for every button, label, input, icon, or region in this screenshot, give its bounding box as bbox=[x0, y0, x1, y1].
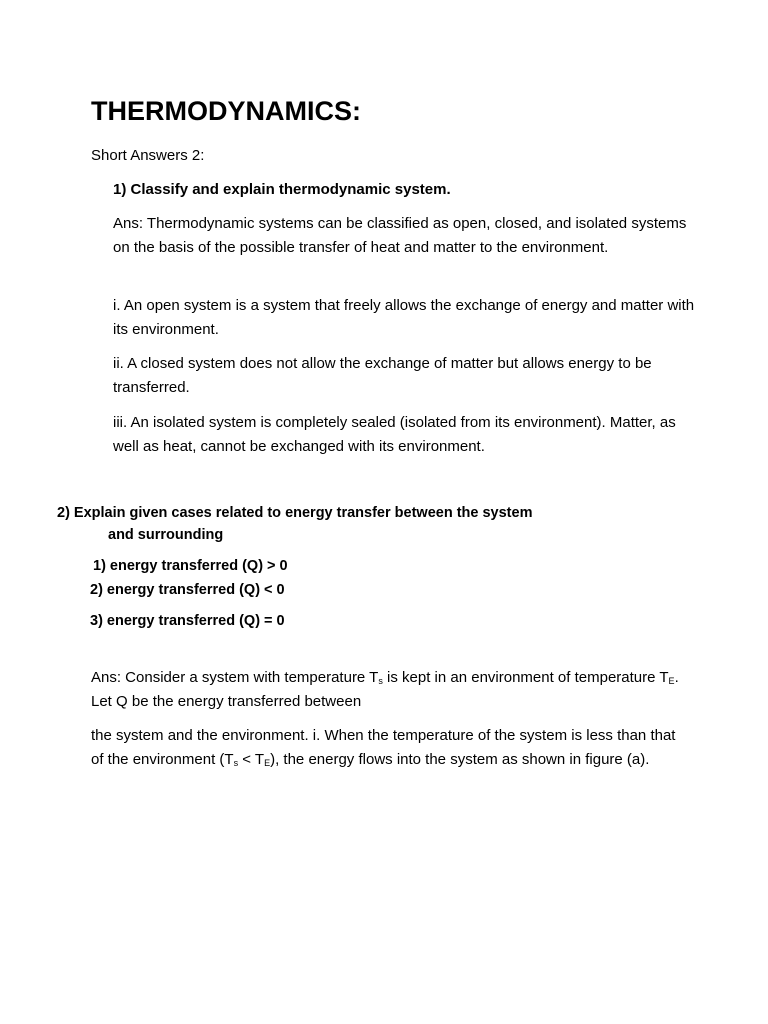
answer-text: is kept in an environment of temperature T bbox=[382, 669, 669, 686]
closed-system-paragraph: ii. A closed system does not allow the exchange of matter but allows energy to be transferred. bbox=[113, 355, 652, 396]
subscript-s: s bbox=[378, 676, 383, 686]
subscript-e: E bbox=[264, 758, 271, 768]
answer-text: < T bbox=[238, 751, 265, 768]
question-1-answer: Ans: Thermodynamic systems can be classified as open, closed, and isolated systems on the basis of the possible transfer of heat and matter to the environment. bbox=[113, 215, 687, 256]
answer-text: Ans: Consider a system with temperature T bbox=[91, 669, 379, 686]
question-2-answer-part2 bbox=[91, 724, 691, 772]
subscript-s: s bbox=[233, 758, 239, 768]
question-2-heading-line2: and surrounding bbox=[108, 527, 224, 543]
case-3: 3) energy transferred (Q) = 0 bbox=[90, 613, 285, 629]
subscript-e: E bbox=[668, 676, 675, 686]
answer-text: ), the energy flows into the system as shown in figure (a). bbox=[270, 751, 650, 768]
question-2-heading-line1: 2) Explain given cases related to energy transfer between the system bbox=[57, 505, 533, 521]
section-subtitle: Short Answers 2: bbox=[91, 147, 205, 164]
case-1: 1) energy transferred (Q) > 0 bbox=[93, 558, 288, 574]
question-2-answer-part1 bbox=[91, 666, 691, 714]
isolated-system-paragraph: iii. An isolated system is completely sealed (isolated from its environment). Matter, as well as heat, cannot be exchanged with its environment. bbox=[113, 414, 676, 455]
answer-text: . Let Q be the energy transferred between bbox=[91, 669, 679, 710]
open-system-paragraph: i. An open system is a system that freely allows the exchange of energy and matter with its environment. bbox=[113, 297, 695, 338]
question-1-heading: 1) Classify and explain thermodynamic system. bbox=[113, 181, 451, 198]
case-2: 2) energy transferred (Q) < 0 bbox=[90, 582, 285, 598]
page-title: THERMODYNAMICS: bbox=[91, 96, 361, 126]
answer-text: the system and the environment. i. When the temperature of the system is less than that of the environment (T bbox=[91, 727, 676, 768]
